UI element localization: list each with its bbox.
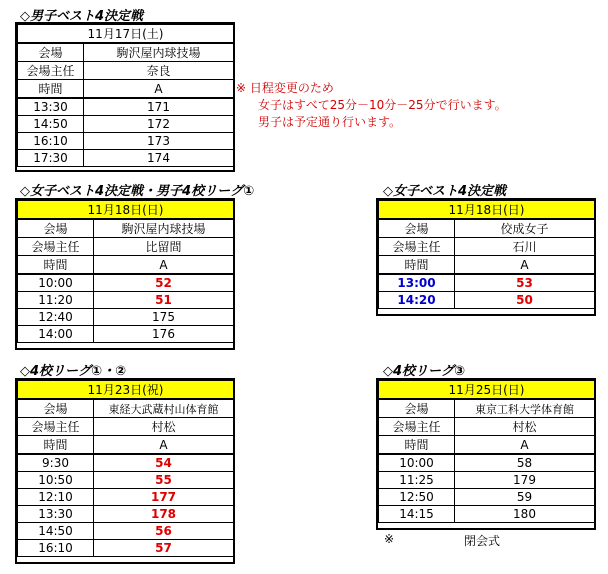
venue-value: 東経大武蔵村山体育館 (94, 399, 234, 418)
time-header-row (18, 80, 234, 99)
schedule-table-frame-nov18-kosei (376, 198, 596, 316)
footnote-closing-ceremony: 閉会式 (464, 534, 501, 548)
table-row (379, 489, 595, 506)
match-cell: 59 (455, 489, 595, 506)
table-row (18, 489, 234, 506)
table-row (18, 523, 234, 540)
schedule-table-frame-men-best4 (15, 22, 235, 172)
time-label: 時間 (379, 436, 455, 455)
time-cell: 16:10 (18, 133, 84, 150)
venue-row (18, 399, 234, 418)
court-label: A (94, 436, 234, 455)
date-cell: 11月25日(日) (379, 381, 595, 400)
match-cell: 52 (94, 274, 234, 292)
time-cell: 11:20 (18, 292, 94, 309)
manager-label: 会場主任 (379, 418, 455, 436)
time-label: 時間 (18, 256, 94, 275)
venue-value: 佼成女子 (455, 219, 595, 238)
match-cell: 178 (94, 506, 234, 523)
schedule-table-men-best4 (17, 24, 234, 167)
time-cell: 14:50 (18, 116, 84, 133)
table-row (379, 454, 595, 472)
court-label: A (94, 256, 234, 275)
time-header-row (379, 436, 595, 455)
venue-row (379, 219, 595, 238)
venue-label: 会場 (379, 219, 455, 238)
table-row (379, 472, 595, 489)
time-header-row (379, 256, 595, 275)
match-cell: 171 (84, 98, 234, 116)
section-title-women-best4-men-league1: ◇女子ベスト4決定戦・男子4校リーグ① (20, 184, 255, 199)
date-cell: 11月23日(祝) (18, 381, 234, 400)
section-title-league-1-2: ◇4校リーグ①・② (20, 364, 127, 379)
table-row (379, 292, 595, 309)
time-cell: 14:50 (18, 523, 94, 540)
venue-label: 会場 (18, 43, 84, 62)
manager-label: 会場主任 (18, 238, 94, 256)
manager-row (379, 238, 595, 256)
time-cell: 16:10 (18, 540, 94, 557)
table-row (18, 292, 234, 309)
table-row (18, 326, 234, 343)
schedule-table-frame-nov18-komazawa (15, 198, 235, 350)
date-row (18, 201, 234, 220)
table-row (18, 150, 234, 167)
match-cell: 53 (455, 274, 595, 292)
table-row (379, 274, 595, 292)
manager-row (18, 418, 234, 436)
time-label: 時間 (18, 436, 94, 455)
date-cell: 11月18日(日) (379, 201, 595, 220)
time-cell: 14:15 (379, 506, 455, 523)
time-cell: 13:30 (18, 506, 94, 523)
table-row (18, 309, 234, 326)
time-cell: 12:40 (18, 309, 94, 326)
manager-row (379, 418, 595, 436)
court-label: A (455, 436, 595, 455)
date-cell: 11月17日(土) (18, 25, 234, 44)
date-row (379, 201, 595, 220)
venue-label: 会場 (18, 399, 94, 418)
schedule-change-notice (236, 80, 507, 131)
venue-label: 会場 (18, 219, 94, 238)
date-row (18, 381, 234, 400)
manager-value: 村松 (94, 418, 234, 436)
match-cell: 175 (94, 309, 234, 326)
match-cell: 174 (84, 150, 234, 167)
venue-value: 駒沢屋内球技場 (94, 219, 234, 238)
time-label: 時間 (18, 80, 84, 99)
date-cell: 11月18日(日) (18, 201, 234, 220)
date-row (379, 381, 595, 400)
table-row (18, 540, 234, 557)
table-row (18, 454, 234, 472)
section-title-men-best4: ◇男子ベスト4決定戦 (20, 9, 144, 24)
time-cell: 10:00 (18, 274, 94, 292)
time-label: 時間 (379, 256, 455, 275)
table-row (18, 472, 234, 489)
time-cell: 14:20 (379, 292, 455, 309)
match-cell: 180 (455, 506, 595, 523)
date-row (18, 25, 234, 44)
time-header-row (18, 436, 234, 455)
notice-line-1: ※ 日程変更のため (236, 81, 334, 95)
table-row (18, 133, 234, 150)
manager-value: 村松 (455, 418, 595, 436)
venue-row (18, 43, 234, 62)
match-cell: 173 (84, 133, 234, 150)
court-label: A (84, 80, 234, 99)
footnote-mark: ※ (384, 532, 395, 546)
time-cell: 10:00 (379, 454, 455, 472)
match-cell: 55 (94, 472, 234, 489)
match-cell: 56 (94, 523, 234, 540)
schedule-table-nov23 (17, 380, 234, 557)
table-row (18, 506, 234, 523)
match-cell: 58 (455, 454, 595, 472)
venue-label: 会場 (379, 399, 455, 418)
match-cell: 176 (94, 326, 234, 343)
schedule-table-nov18-komazawa (17, 200, 234, 343)
time-cell: 9:30 (18, 454, 94, 472)
manager-label: 会場主任 (379, 238, 455, 256)
table-row (18, 274, 234, 292)
manager-value: 石川 (455, 238, 595, 256)
time-cell: 12:50 (379, 489, 455, 506)
time-cell: 11:25 (379, 472, 455, 489)
notice-line-3: 男子は予定通り行います。 (258, 115, 402, 129)
venue-value: 東京工科大学体育館 (455, 399, 595, 418)
table-row (18, 98, 234, 116)
manager-label: 会場主任 (18, 418, 94, 436)
match-cell: 50 (455, 292, 595, 309)
match-cell: 54 (94, 454, 234, 472)
venue-row (379, 399, 595, 418)
time-cell: 13:00 (379, 274, 455, 292)
match-cell: 51 (94, 292, 234, 309)
time-cell: 13:30 (18, 98, 84, 116)
match-cell: 57 (94, 540, 234, 557)
time-cell: 12:10 (18, 489, 94, 506)
match-cell: 177 (94, 489, 234, 506)
notice-line-2: 女子はすべて25分－10分－25分で行います。 (258, 98, 507, 112)
venue-value: 駒沢屋内球技場 (84, 43, 234, 62)
time-header-row (18, 256, 234, 275)
manager-label: 会場主任 (18, 62, 84, 80)
venue-row (18, 219, 234, 238)
schedule-table-frame-nov25 (376, 378, 596, 530)
time-cell: 14:00 (18, 326, 94, 343)
manager-value: 比留間 (94, 238, 234, 256)
schedule-table-nov25 (378, 380, 595, 523)
match-cell: 172 (84, 116, 234, 133)
schedule-table-frame-nov23 (15, 378, 235, 564)
section-title-women-best4: ◇女子ベスト4決定戦 (383, 184, 507, 199)
time-cell: 10:50 (18, 472, 94, 489)
manager-value: 奈良 (84, 62, 234, 80)
table-row (379, 506, 595, 523)
schedule-table-nov18-kosei (378, 200, 595, 309)
table-row (18, 116, 234, 133)
time-cell: 17:30 (18, 150, 84, 167)
court-label: A (455, 256, 595, 275)
section-title-league-3: ◇4校リーグ③ (383, 364, 466, 379)
match-cell: 179 (455, 472, 595, 489)
manager-row (18, 238, 234, 256)
manager-row (18, 62, 234, 80)
